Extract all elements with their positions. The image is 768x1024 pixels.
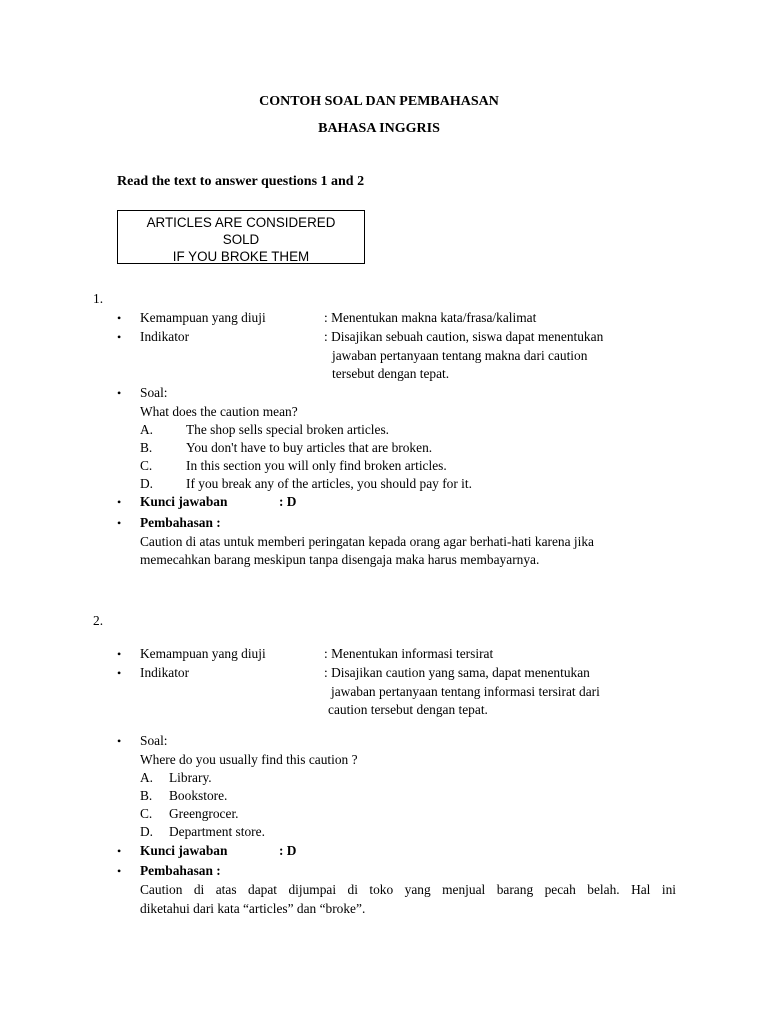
q1-option-a-letter: A. — [140, 422, 154, 437]
q1-option-c-text: In this section you will only find broken articles. — [186, 458, 447, 473]
page-subtitle: BAHASA INGGRIS — [318, 121, 440, 136]
q1-kemampuan-label: Kemampuan yang diuji — [140, 310, 266, 325]
caution-box — [117, 210, 365, 264]
q1-indikator-line-2: jawaban pertanyaan tentang makna dari caution — [332, 348, 588, 363]
q1-indikator-line-1: : Disajikan sebuah caution, siswa dapat menentukan — [324, 329, 604, 344]
q2-kunci-label: Kunci jawaban — [140, 843, 228, 858]
q1-option-b-letter: B. — [140, 440, 153, 455]
q2-indikator-line-2: jawaban pertanyaan tentang informasi tersirat dari — [331, 684, 600, 699]
q2-option-d-letter: D. — [140, 824, 154, 839]
q1-indikator-label: Indikator — [140, 329, 190, 344]
bullet-icon: • — [117, 844, 122, 858]
q1-indikator-line-3: tersebut dengan tepat. — [332, 366, 450, 381]
q2-kunci-value: : D — [279, 843, 297, 858]
q1-option-a-text: The shop sells special broken articles. — [186, 422, 390, 437]
q1-option-d-letter: D. — [140, 476, 154, 491]
q2-option-a-text: Library. — [169, 770, 212, 785]
q2-question-text: Where do you usually find this caution ? — [140, 752, 358, 767]
q1-kunci-value: : D — [279, 494, 297, 509]
q1-soal-label: Soal: — [140, 385, 168, 400]
q2-kemampuan-value: : Menentukan informasi tersirat — [324, 646, 494, 661]
q2-option-d-text: Department store. — [169, 824, 265, 839]
q1-pembahasan-line-2: memecahkan barang meskipun tanpa disengaja maka harus membayarnya. — [140, 552, 540, 567]
q2-indikator-line-1: : Disajikan caution yang sama, dapat menentukan — [324, 665, 590, 680]
q2-indikator-line-3: caution tersebut dengan tepat. — [328, 702, 488, 717]
q1-option-d-text: If you break any of the articles, you should pay for it. — [186, 476, 472, 491]
q2-option-b-text: Bookstore. — [169, 788, 228, 803]
q2-kemampuan-label: Kemampuan yang diuji — [140, 646, 266, 661]
q2-indikator-label: Indikator — [140, 665, 190, 680]
q1-kunci-label: Kunci jawaban — [140, 494, 228, 509]
bullet-icon: • — [117, 864, 122, 878]
bullet-icon: • — [117, 516, 122, 530]
bullet-icon: • — [117, 647, 122, 661]
q2-pembahasan-line-1: Caution di atas dapat dijumpai di toko yang menjual barang pecah belah. Hal ini — [140, 882, 676, 897]
question-2-number: 2. — [93, 613, 104, 628]
q1-pembahasan-label: Pembahasan : — [140, 515, 221, 530]
caution-line-3: IF YOU BROKE THEM — [172, 249, 310, 264]
bullet-icon: • — [117, 666, 122, 680]
q2-option-c-text: Greengrocer. — [169, 806, 239, 821]
caution-line-2: SOLD — [222, 232, 260, 247]
q1-option-b-text: You don't have to buy articles that are broken. — [186, 440, 433, 455]
q2-pembahasan-line-2: diketahui dari kata “articles” dan “broke”. — [140, 901, 366, 916]
q1-option-c-letter: C. — [140, 458, 153, 473]
q2-option-a-letter: A. — [140, 770, 154, 785]
bullet-icon: • — [117, 386, 122, 400]
bullet-icon: • — [117, 734, 122, 748]
q2-pembahasan-label: Pembahasan : — [140, 863, 221, 878]
page-title: CONTOH SOAL DAN PEMBAHASAN — [259, 94, 499, 109]
caution-line-1: ARTICLES ARE CONSIDERED — [146, 215, 336, 230]
bullet-icon: • — [117, 330, 122, 344]
bullet-icon: • — [117, 495, 122, 509]
q2-soal-label: Soal: — [140, 733, 168, 748]
q1-pembahasan-line-1: Caution di atas untuk memberi peringatan kepada orang agar berhati-hati karena jika — [140, 534, 594, 549]
q1-question-text: What does the caution mean? — [140, 404, 298, 419]
bullet-icon: • — [117, 311, 122, 325]
instruction-text: Read the text to answer questions 1 and 2 — [117, 174, 365, 189]
q1-kemampuan-value: : Menentukan makna kata/frasa/kalimat — [324, 310, 537, 325]
q2-option-c-letter: C. — [140, 806, 153, 821]
question-1-number: 1. — [93, 291, 104, 306]
q2-option-b-letter: B. — [140, 788, 153, 803]
